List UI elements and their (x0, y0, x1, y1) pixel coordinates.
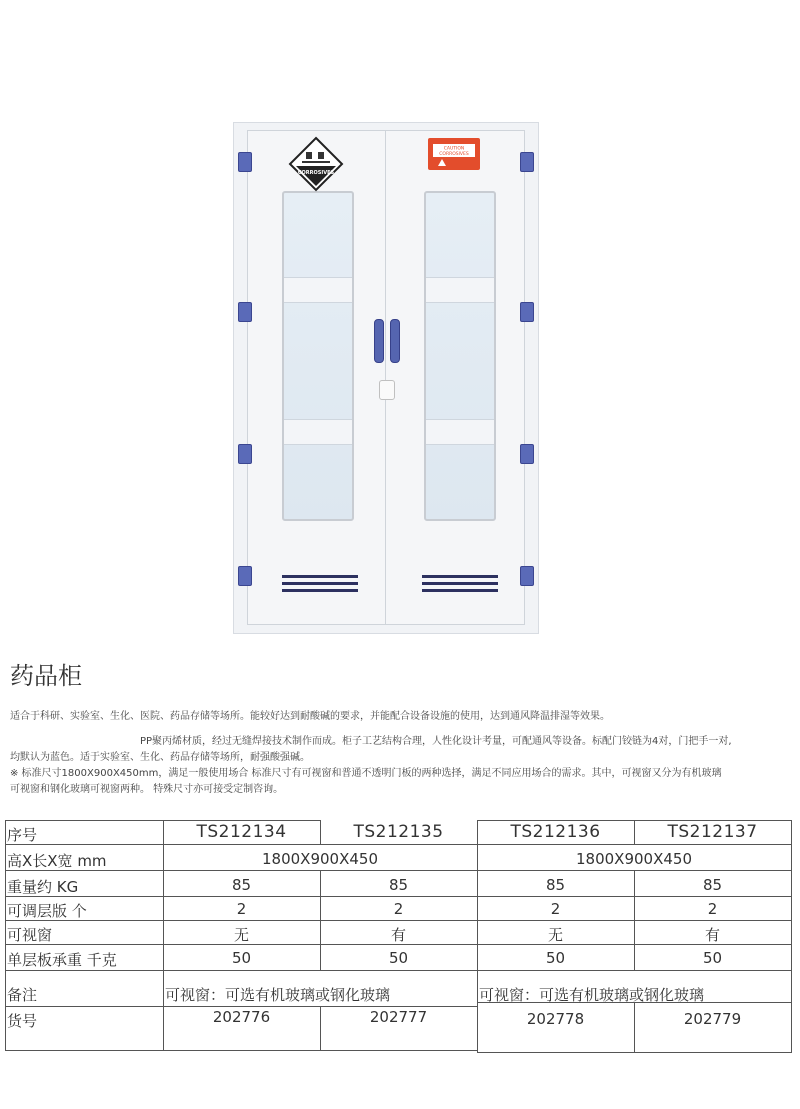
row-label-item-number: 货号 (7, 1012, 38, 1030)
item-number: 202779 (683, 1010, 742, 1028)
product-title: 药品柜 (10, 662, 82, 690)
corrosives-label: CORROSIVES (297, 170, 335, 176)
remarks-value: 可视窗：可选有机玻璃或钢化玻璃 (165, 986, 391, 1004)
spec-table (5, 820, 792, 1052)
weight-value: 85 (702, 876, 723, 894)
left-handle (374, 319, 384, 363)
right-door (385, 130, 525, 625)
window-value: 有 (704, 926, 720, 944)
row-label-load: 单层板承重 千克 (7, 951, 117, 969)
left-window (282, 191, 354, 521)
description-line-2: PP聚丙烯材质，经过无缝焊接技术制作而成。柜子工艺结构合理，人性化设计考量，可配通风等设备。标配门铰链为4对，门把手一对, (140, 736, 732, 747)
model-code: TS212137 (667, 822, 758, 842)
load-value: 50 (545, 949, 566, 967)
dimensions-value: 1800X900X450 (576, 850, 692, 868)
row-label-weight: 重量约 KG (7, 878, 79, 896)
description-line-4: ※ 标准尺寸1800X900X450mm，满足一般使用场合 标准尺寸有可视窗和普通不透明门板的两种选择，满足不同应用场合的需求。其中，可视窗又分为有机玻璃 (10, 768, 722, 779)
description-line-5: 可视窗和钢化玻璃可视窗两种。 特殊尺寸亦可接受定制咨询。 (10, 784, 284, 795)
weight-value: 85 (388, 876, 409, 894)
caution-subtext: CORROSIVES (439, 152, 469, 157)
caution-label-icon (428, 138, 480, 170)
window-value: 有 (390, 926, 406, 944)
hinge-icon (238, 444, 252, 464)
hinge-icon (520, 152, 534, 172)
model-code: TS212134 (196, 822, 287, 842)
left-door (247, 130, 387, 625)
weight-value: 85 (545, 876, 566, 894)
description-line-3: 均默认为蓝色。适于实验室、生化、药品存储等场所，耐强酸强碱。 (10, 752, 310, 763)
hinge-icon (520, 444, 534, 464)
row-label-shelves: 可调层版 个 (7, 902, 87, 920)
dimensions-value: 1800X900X450 (262, 850, 378, 868)
right-window (424, 191, 496, 521)
hinge-icon (520, 302, 534, 322)
hinge-icon (520, 566, 534, 586)
load-value: 50 (231, 949, 252, 967)
remarks-value: 可视窗：可选有机玻璃或钢化玻璃 (479, 986, 705, 1004)
weight-value: 85 (231, 876, 252, 894)
cabinet-image (233, 122, 539, 634)
corrosive-warning-icon (288, 136, 344, 192)
row-label-serial: 序号 (7, 826, 38, 844)
row-label-dimensions: 高X长X宽 mm (7, 852, 107, 870)
row-label-window: 可视窗 (7, 926, 53, 944)
item-number: 202777 (369, 1008, 428, 1026)
row-label-remarks: 备注 (7, 986, 38, 1004)
hinge-icon (238, 152, 252, 172)
description-line-1: 适合于科研、实验室、生化、医院、药品存储等场所。能较好达到耐酸碱的要求，并能配合设备设施的使用，达到通风降温排湿等效果。 (10, 711, 610, 722)
model-code: TS212136 (510, 822, 601, 842)
lock-icon (379, 380, 395, 400)
shelves-value: 2 (550, 900, 561, 918)
window-value: 无 (547, 926, 563, 944)
window-value: 无 (233, 926, 249, 944)
right-handle (390, 319, 400, 363)
hinge-icon (238, 302, 252, 322)
shelves-value: 2 (393, 900, 404, 918)
caution-text: CAUTION (443, 146, 465, 152)
model-code: TS212135 (353, 822, 444, 842)
item-number: 202778 (526, 1010, 585, 1028)
hinge-icon (238, 566, 252, 586)
shelves-value: 2 (707, 900, 718, 918)
load-value: 50 (388, 949, 409, 967)
item-number: 202776 (212, 1008, 271, 1026)
load-value: 50 (702, 949, 723, 967)
shelves-value: 2 (236, 900, 247, 918)
